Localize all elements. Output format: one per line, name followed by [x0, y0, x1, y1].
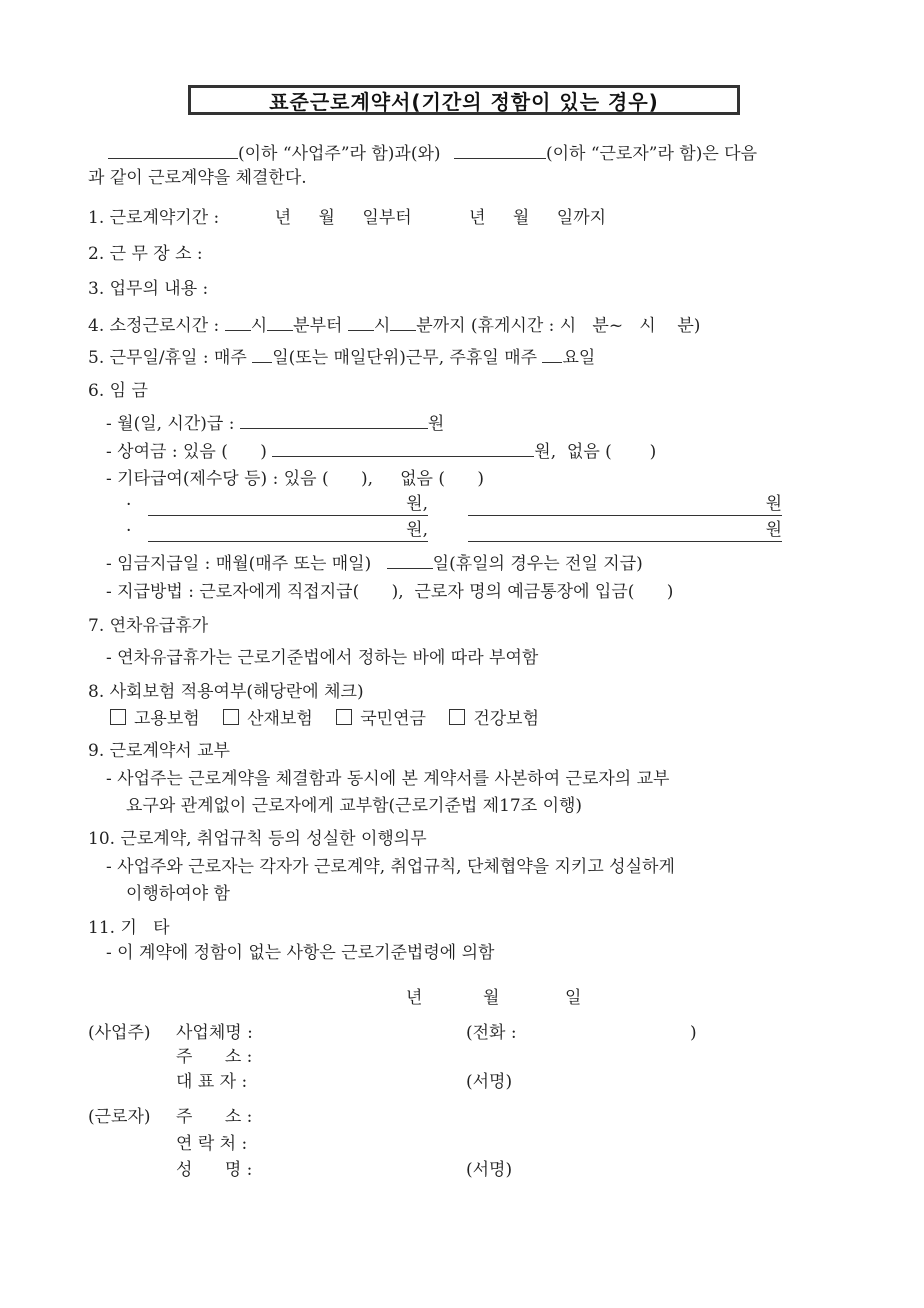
employee-tag: (근로자): [88, 1107, 151, 1127]
other-allowance-label: - 기타급여(제수당 등) : 있음 ( ), 없음 ( ): [106, 469, 485, 489]
employer-address-label: 주 소 :: [176, 1047, 253, 1067]
insurance-health[interactable]: [449, 707, 539, 731]
bonus-label: - 상여금 : 있음 ( ): [106, 442, 267, 462]
payday-label: - 임금지급일 : 매월(매주 또는 매일): [106, 554, 372, 574]
bonus-end: 원, 없음 ( ): [534, 442, 657, 462]
item-annual-leave: 7. 연차유급휴가: [88, 616, 209, 636]
start-month: 월: [318, 208, 335, 228]
employee-name-label: 성 명 :: [176, 1160, 253, 1180]
allowance-blank-4[interactable]: [468, 519, 782, 542]
employee-name-blank[interactable]: [454, 140, 546, 159]
minute-until-rest: 분까지 (휴게시간 :: [416, 316, 555, 336]
workdays-blank[interactable]: [252, 344, 272, 363]
end-minute-blank[interactable]: [390, 312, 416, 331]
won-unit: 원: [427, 414, 445, 434]
contract-delivery-desc-2: 요구와 관계없이 근로자에게 교부함(근로기준법 제17조 이행): [126, 796, 583, 816]
start-hour-blank[interactable]: [225, 312, 251, 331]
document-title: [188, 85, 740, 115]
intro-text-2: (이하 “근로자”라 함)은 다음: [545, 144, 758, 164]
date-month: 월: [483, 988, 500, 1008]
rest-time: 시 분~ 시 분): [559, 316, 701, 336]
won-1: 원: [765, 494, 782, 514]
item-job-description: 3. 업무의 내용 :: [88, 279, 209, 299]
start-year: 년: [274, 208, 292, 228]
end-hour-blank[interactable]: [348, 312, 374, 331]
workdays-label: 5. 근무일/휴일 : 매주: [88, 348, 247, 368]
wage-amount-blank[interactable]: [240, 410, 428, 429]
item-workdays: [88, 344, 595, 370]
bullet-1: ·: [126, 495, 132, 515]
item-working-hours: [88, 312, 700, 338]
contract-delivery-desc-1: - 사업주는 근로계약을 체결함과 동시에 본 계약서를 사본하여 근로자의 교부: [106, 769, 670, 789]
end-year: 년: [469, 208, 486, 228]
bonus-row: [106, 438, 656, 464]
insurance-label: 국민연금: [360, 709, 426, 729]
checkbox-icon[interactable]: [336, 709, 352, 725]
insurance-label: 고용보험: [134, 709, 200, 729]
item-social-insurance: 8. 사회보험 적용여부(해당란에 체크): [88, 682, 364, 702]
minute-from: 분부터: [293, 316, 343, 336]
won-comma-1: 원,: [406, 494, 428, 514]
insurance-label: 산재보험: [247, 709, 313, 729]
other-allowance-row: [106, 467, 484, 491]
intro-line-2: 과 같이 근로계약을 체결한다.: [88, 168, 307, 188]
won-2: 원: [765, 520, 782, 540]
workdays-mid: 일(또는 매일단위)근무, 주휴일 매주: [272, 348, 538, 368]
intro-line-1: [108, 140, 757, 166]
employee-signature[interactable]: (서명): [466, 1160, 513, 1180]
hour-unit-2: 시: [373, 316, 391, 336]
employee-address-label: 주 소 :: [176, 1107, 253, 1127]
others-desc: - 이 계약에 정함이 없는 사항은 근로기준법령에 의함: [106, 943, 495, 963]
title-text: 표준근로계약서(기간의 정함이 있는 경우): [269, 89, 659, 114]
hour-unit-1: 시: [250, 316, 268, 336]
employee-contact-label: 연 락 처 :: [176, 1134, 248, 1154]
annual-leave-desc: - 연차유급휴가는 근로기준법에서 정하는 바에 따라 부여함: [106, 648, 539, 668]
allowance-blank-2[interactable]: [468, 493, 782, 516]
payday-row: [106, 550, 643, 576]
insurance-national-pension[interactable]: [336, 707, 426, 731]
item-contract-delivery: 9. 근로계약서 교부: [88, 741, 230, 761]
insurance-industrial-accident[interactable]: [223, 707, 313, 731]
allowance-blank-3[interactable]: [148, 519, 428, 542]
end-month: 월: [512, 208, 530, 228]
weekday-suffix: 요일: [562, 348, 596, 368]
insurance-options: [110, 707, 557, 731]
employer-phone-label: (전화 :: [466, 1023, 517, 1043]
insurance-employment[interactable]: [110, 707, 200, 731]
item-others: 11. 기 타: [88, 918, 170, 938]
working-hours-label: 4. 소정근로시간 :: [88, 316, 220, 336]
wage-amount-label: - 월(일, 시간)급 :: [106, 414, 235, 434]
employer-name-blank[interactable]: [108, 140, 238, 159]
employer-company-label: 사업체명 :: [176, 1023, 253, 1043]
start-minute-blank[interactable]: [267, 312, 293, 331]
allowance-blank-1[interactable]: [148, 493, 428, 516]
employer-rep-label: 대 표 자 :: [176, 1072, 248, 1092]
item-contract-period: [88, 206, 606, 230]
end-day: 일까지: [556, 208, 607, 228]
good-faith-desc-2: 이행하여야 함: [126, 884, 230, 904]
checkbox-icon[interactable]: [110, 709, 126, 725]
contract-period-label: 1. 근로계약기간 :: [88, 208, 220, 228]
employer-phone-close: ): [690, 1023, 697, 1043]
date-day: 일: [565, 988, 582, 1008]
item-good-faith: 10. 근로계약, 취업규칙 등의 성실한 이행의무: [88, 829, 427, 849]
bullet-2: ·: [126, 521, 132, 541]
item-wage: 6. 임 금: [88, 381, 148, 401]
date-year: 년: [406, 988, 423, 1008]
bonus-amount-blank[interactable]: [272, 438, 534, 457]
item-workplace: 2. 근 무 장 소 :: [88, 244, 203, 264]
good-faith-desc-1: - 사업주와 근로자는 각자가 근로계약, 취업규칙, 단체협약을 지키고 성실하게: [106, 857, 675, 877]
checkbox-icon[interactable]: [223, 709, 239, 725]
intro-text-1: (이하 “사업주”라 함)과(와): [238, 144, 441, 164]
employer-signature[interactable]: (서명): [466, 1072, 513, 1092]
start-day: 일부터: [362, 208, 412, 228]
insurance-label: 건강보험: [473, 709, 540, 729]
payday-end: 일(휴일의 경우는 전일 지급): [432, 554, 643, 574]
payment-method-row: - 지급방법 : 근로자에게 직접지급( ), 근로자 명의 예금통장에 입금( ): [106, 582, 674, 602]
payday-blank[interactable]: [387, 550, 433, 569]
weekly-holiday-blank[interactable]: [542, 344, 562, 363]
employer-tag: (사업주): [88, 1023, 151, 1043]
checkbox-icon[interactable]: [449, 709, 465, 725]
wage-amount-row: [106, 410, 444, 436]
won-comma-2: 원,: [406, 520, 428, 540]
